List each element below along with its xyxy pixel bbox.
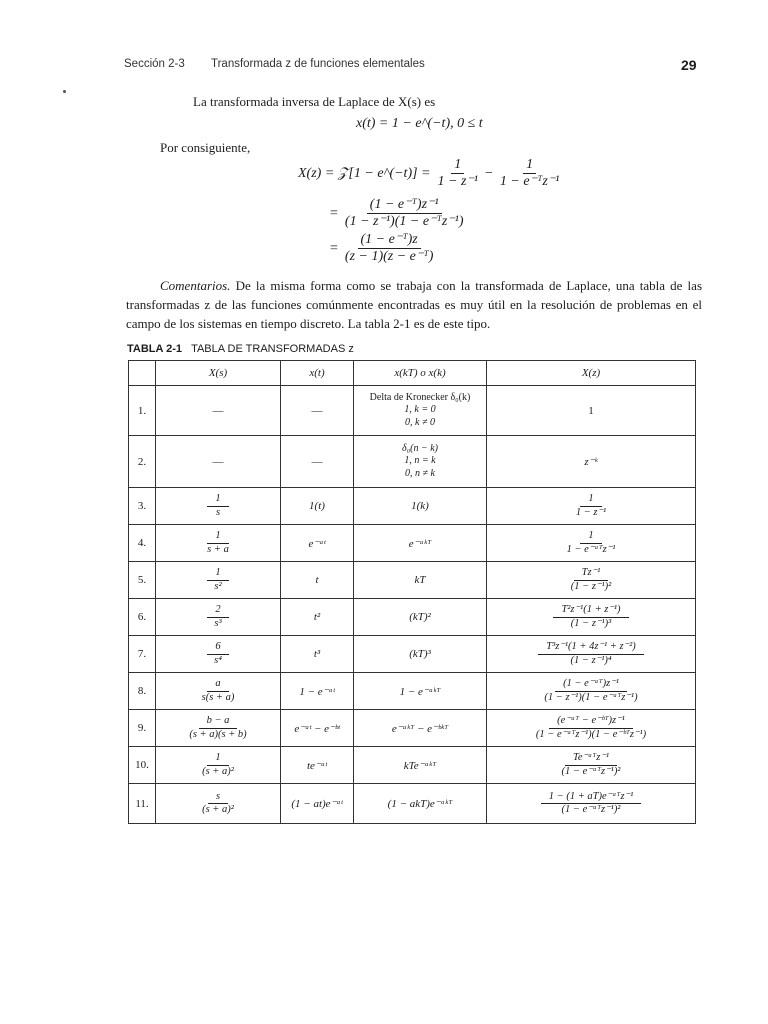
fraction bbox=[532, 715, 650, 740]
table-row bbox=[129, 636, 696, 673]
cell-xt: 1(t) bbox=[281, 488, 354, 525]
cell-Xz bbox=[487, 562, 696, 599]
cell-Xz bbox=[487, 784, 696, 824]
table-row bbox=[129, 525, 696, 562]
table-row bbox=[129, 747, 696, 784]
numerator: 6 bbox=[207, 641, 228, 654]
equals-sign: = bbox=[330, 205, 338, 221]
equals-sign: = bbox=[330, 240, 338, 256]
cell-xt: t² bbox=[281, 599, 354, 636]
cell-Xz bbox=[487, 747, 696, 784]
denominator: 1 − z⁻¹ bbox=[575, 506, 607, 518]
cell-xk: e⁻ᵃᵏᵀ − e⁻ᵇᵏᵀ bbox=[354, 710, 487, 747]
row-number: 8. bbox=[129, 673, 156, 710]
cell-xt: t bbox=[281, 562, 354, 599]
fraction bbox=[540, 678, 641, 703]
comment-paragraph bbox=[126, 276, 702, 333]
fraction bbox=[198, 678, 239, 703]
numerator: Tz⁻¹ bbox=[574, 567, 609, 580]
numerator: a bbox=[207, 678, 228, 691]
row-number: 6. bbox=[129, 599, 156, 636]
table-caption-title: TABLA DE TRANSFORMADAS z bbox=[191, 343, 354, 355]
numerator: 1 − (1 + aT)e⁻ᵃᵀz⁻¹ bbox=[541, 791, 641, 804]
section-label: Sección 2-3 bbox=[124, 58, 185, 70]
numerator: 1 bbox=[207, 530, 228, 543]
table-row bbox=[129, 599, 696, 636]
numerator: 1 bbox=[207, 567, 228, 580]
cell-xk bbox=[354, 436, 487, 488]
cell-xk: (kT)³ bbox=[354, 636, 487, 673]
fraction bbox=[207, 604, 228, 629]
header-xkT: x(kT) o x(k) bbox=[354, 361, 487, 386]
fraction bbox=[198, 752, 238, 777]
row-number: 9. bbox=[129, 710, 156, 747]
numerator: (1 − e⁻ᵀ)z⁻¹ bbox=[367, 197, 442, 214]
table-row bbox=[129, 488, 696, 525]
row-number: 4. bbox=[129, 525, 156, 562]
derivation-step2 bbox=[330, 197, 467, 230]
denominator: (1 − z⁻¹)(1 − e⁻ᵀz⁻¹) bbox=[344, 214, 464, 230]
cell-xk: kTe⁻ᵃᵏᵀ bbox=[354, 747, 487, 784]
cell-xk: 1 − e⁻ᵃᵏᵀ bbox=[354, 673, 487, 710]
denominator: s³ bbox=[214, 617, 222, 629]
numerator: b − a bbox=[199, 715, 238, 728]
numerator: (1 − e⁻ᵀ)z bbox=[358, 232, 421, 249]
row-number: 5. bbox=[129, 562, 156, 599]
denominator: (1 − z⁻¹)(1 − e⁻ᵃᵀz⁻¹) bbox=[544, 691, 638, 703]
table-row bbox=[129, 673, 696, 710]
cell-xk: (1 − akT)e⁻ᵃᵏᵀ bbox=[354, 784, 487, 824]
numerator: (e⁻ᵃᵀ − e⁻ᵇᵀ)z⁻¹ bbox=[549, 715, 633, 728]
cell-xk-line: 1, n = k bbox=[404, 455, 436, 467]
cell-xt: (1 − at)e⁻ᵃᵗ bbox=[281, 784, 354, 824]
numerator: s bbox=[208, 791, 228, 804]
cell-xt: e⁻ᵃᵗ bbox=[281, 525, 354, 562]
fraction bbox=[198, 791, 238, 816]
fraction-term2 bbox=[497, 157, 563, 190]
cell-xk-line: 0, n ≠ k bbox=[405, 467, 435, 479]
numerator: 1 bbox=[523, 157, 536, 174]
derivation-lhs: X(z) = 𝒵[1 − e^(−t)] = bbox=[298, 165, 431, 181]
comment-text: De la misma forma como se trabaja con la transformada de Laplace, una tabla de las transformadas z de las funciones comúnmente encontradas es muy útil en la resolución de problemas en el campo de los sistemas en tiempo discreto. La tabla 2-1 es de este tipo. bbox=[126, 278, 703, 331]
fraction bbox=[558, 752, 625, 777]
table-row bbox=[129, 784, 696, 824]
denominator: (1 − e⁻ᵃᵀz⁻¹)² bbox=[561, 804, 621, 815]
fraction bbox=[207, 641, 228, 666]
cell-Xs bbox=[156, 784, 281, 824]
fraction bbox=[185, 715, 250, 740]
cell-Xs bbox=[156, 673, 281, 710]
fraction bbox=[207, 567, 228, 592]
page-number: 29 bbox=[681, 57, 697, 73]
numerator: T²z⁻¹(1 + z⁻¹) bbox=[553, 604, 628, 617]
cell-xk: e⁻ᵃᵏᵀ bbox=[354, 525, 487, 562]
cell-xk bbox=[354, 386, 487, 436]
fraction bbox=[538, 641, 643, 666]
cell-Xz: z⁻ᵏ bbox=[487, 436, 696, 488]
intro-equation: x(t) = 1 − e^(−t), 0 ≤ t bbox=[356, 116, 483, 131]
derivation-step1 bbox=[298, 157, 562, 190]
intro-line: La transformada inversa de Laplace de X(s) es bbox=[193, 94, 436, 109]
derivation-step3 bbox=[330, 232, 436, 265]
row-number: 7. bbox=[129, 636, 156, 673]
table-caption-number: TABLA 2-1 bbox=[127, 343, 182, 355]
cell-xt: t³ bbox=[281, 636, 354, 673]
cell-Xs bbox=[156, 710, 281, 747]
scan-dot bbox=[63, 90, 66, 93]
transform-table bbox=[128, 360, 696, 824]
denominator: (s + a)² bbox=[202, 765, 234, 777]
numerator: T³z⁻¹(1 + 4z⁻¹ + z⁻²) bbox=[538, 641, 643, 654]
denominator: 1 − z⁻¹ bbox=[437, 174, 478, 190]
cell-xk-line: 1, k = 0 bbox=[404, 404, 436, 416]
table-row bbox=[129, 436, 696, 488]
denominator: 1 − e⁻ᵃᵀz⁻¹ bbox=[566, 543, 616, 555]
numerator: (1 − e⁻ᵃᵀ)z⁻¹ bbox=[555, 678, 627, 691]
cell-xk-line: Delta de Kronecker δ₀(k) bbox=[369, 391, 471, 403]
denominator: s(s + a) bbox=[201, 691, 235, 703]
header-Xz: X(z) bbox=[487, 361, 696, 386]
denominator: (1 − z⁻¹)² bbox=[570, 580, 612, 592]
cell-Xz bbox=[487, 710, 696, 747]
cell-xk: kT bbox=[354, 562, 487, 599]
minus-sign: − bbox=[484, 165, 493, 181]
cell-Xz: 1 bbox=[487, 386, 696, 436]
cell-xt: e⁻ᵃᵗ − e⁻ᵇᵗ bbox=[281, 710, 354, 747]
cell-Xs: — bbox=[156, 436, 281, 488]
denominator: (s + a)(s + b) bbox=[189, 728, 247, 740]
cell-Xs bbox=[156, 488, 281, 525]
section-title: Transformada z de funciones elementales bbox=[211, 58, 425, 70]
fraction-step2 bbox=[342, 197, 467, 230]
cell-Xs: — bbox=[156, 386, 281, 436]
cell-xk: 1(k) bbox=[354, 488, 487, 525]
numerator: 1 bbox=[580, 530, 601, 543]
fraction bbox=[563, 530, 620, 555]
fraction bbox=[207, 493, 228, 518]
cell-Xs bbox=[156, 525, 281, 562]
cell-Xs bbox=[156, 599, 281, 636]
header-Xs: X(s) bbox=[156, 361, 281, 386]
table-caption bbox=[127, 343, 354, 355]
cell-Xs bbox=[156, 562, 281, 599]
fraction bbox=[203, 530, 233, 555]
fraction-term1 bbox=[435, 157, 481, 190]
cell-xt: — bbox=[281, 386, 354, 436]
cell-Xz bbox=[487, 488, 696, 525]
denominator: s⁴ bbox=[214, 654, 222, 666]
fraction bbox=[553, 604, 628, 629]
cell-xt: — bbox=[281, 436, 354, 488]
denominator: (s + a)² bbox=[202, 804, 234, 815]
therefore-line: Por consiguiente, bbox=[160, 140, 251, 155]
row-number: 11. bbox=[129, 784, 156, 824]
numerator: Te⁻ᵃᵀz⁻¹ bbox=[565, 752, 617, 765]
fraction bbox=[572, 493, 610, 518]
fraction-step3 bbox=[342, 232, 436, 265]
row-number: 10. bbox=[129, 747, 156, 784]
cell-xk: (kT)² bbox=[354, 599, 487, 636]
fraction bbox=[567, 567, 616, 592]
cell-Xs bbox=[156, 747, 281, 784]
cell-Xz bbox=[487, 673, 696, 710]
numerator: 2 bbox=[207, 604, 228, 617]
table-row bbox=[129, 710, 696, 747]
header-xt: x(t) bbox=[281, 361, 354, 386]
cell-Xz bbox=[487, 599, 696, 636]
cell-xk-line: 0, k ≠ 0 bbox=[405, 416, 435, 428]
denominator: s bbox=[215, 506, 221, 518]
denominator: (1 − e⁻ᵃᵀz⁻¹)(1 − e⁻ᵇᵀz⁻¹) bbox=[535, 728, 647, 740]
numerator: 1 bbox=[580, 493, 601, 506]
cell-xk-line: δ₀(n − k) bbox=[402, 442, 438, 454]
table-row bbox=[129, 386, 696, 436]
table-row bbox=[129, 562, 696, 599]
denominator: (z − 1)(z − e⁻ᵀ) bbox=[344, 249, 434, 265]
table-header-row bbox=[129, 361, 696, 386]
denominator: (1 − z⁻¹)⁴ bbox=[570, 654, 612, 666]
row-number: 2. bbox=[129, 436, 156, 488]
header-number bbox=[129, 361, 156, 386]
cell-Xs bbox=[156, 636, 281, 673]
denominator: (1 − e⁻ᵃᵀz⁻¹)² bbox=[561, 765, 621, 777]
numerator: 1 bbox=[207, 752, 228, 765]
numerator: 1 bbox=[451, 157, 464, 174]
fraction bbox=[541, 791, 641, 816]
denominator: (1 − z⁻¹)³ bbox=[570, 617, 612, 629]
cell-Xz bbox=[487, 636, 696, 673]
denominator: 1 − e⁻ᵀz⁻¹ bbox=[499, 174, 560, 190]
cell-Xz bbox=[487, 525, 696, 562]
row-number: 1. bbox=[129, 386, 156, 436]
cell-xt: te⁻ᵃᵗ bbox=[281, 747, 354, 784]
numerator: 1 bbox=[207, 493, 228, 506]
denominator: s + a bbox=[207, 543, 229, 555]
denominator: s² bbox=[214, 580, 222, 592]
comment-label: Comentarios. bbox=[160, 278, 231, 293]
row-number: 3. bbox=[129, 488, 156, 525]
cell-xt: 1 − e⁻ᵃᵗ bbox=[281, 673, 354, 710]
